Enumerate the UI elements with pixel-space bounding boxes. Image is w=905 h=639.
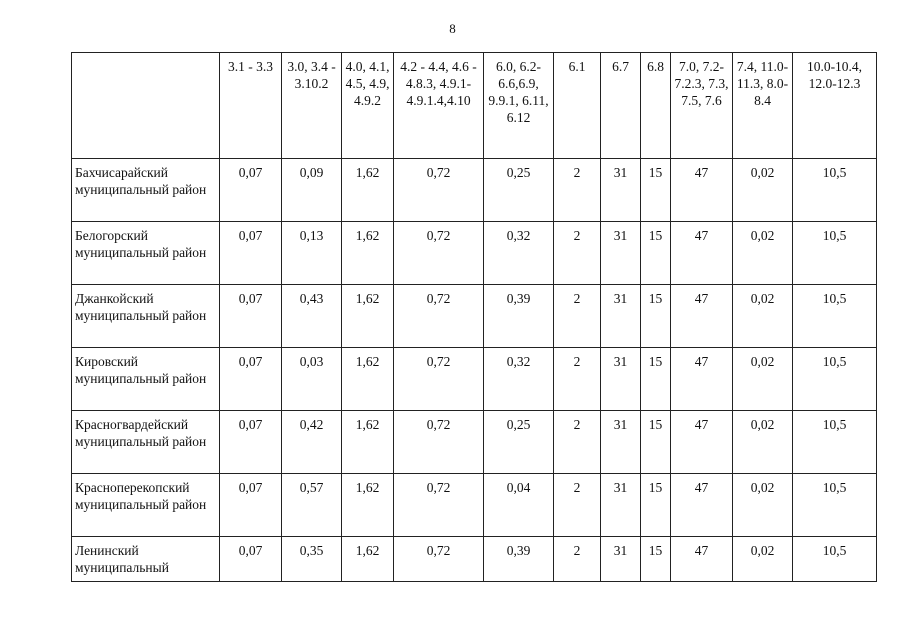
table-row: [72, 222, 877, 285]
header-cell: 3.1 - 3.3: [220, 53, 282, 159]
value-cell: 2: [554, 285, 601, 348]
value-cell: 0,02: [733, 222, 793, 285]
value-cell: 0,02: [733, 537, 793, 582]
table-row: [72, 474, 877, 537]
header-cell: 10.0-10.4, 12.0-12.3: [793, 53, 877, 159]
value-cell: 0,07: [220, 411, 282, 474]
value-cell: 0,72: [394, 537, 484, 582]
value-cell: 0,07: [220, 222, 282, 285]
value-cell: 0,72: [394, 411, 484, 474]
value-cell: 0,07: [220, 348, 282, 411]
value-cell: 31: [601, 285, 641, 348]
value-cell: 15: [641, 285, 671, 348]
header-cell-region: [72, 53, 220, 159]
value-cell: 0,03: [282, 348, 342, 411]
value-cell: 0,35: [282, 537, 342, 582]
value-cell: 1,62: [342, 537, 394, 582]
region-name-cell: Кировский муниципальный район: [72, 348, 220, 411]
value-cell: 0,25: [484, 411, 554, 474]
page-number: 8: [449, 21, 456, 36]
value-cell: 10,5: [793, 285, 877, 348]
value-cell: 1,62: [342, 159, 394, 222]
rates-table: [71, 52, 877, 582]
value-cell: 0,07: [220, 537, 282, 582]
header-cell: 6.1: [554, 53, 601, 159]
table-row: [72, 537, 877, 582]
value-cell: 10,5: [793, 222, 877, 285]
value-cell: 0,42: [282, 411, 342, 474]
value-cell: 47: [671, 411, 733, 474]
value-cell: 1,62: [342, 285, 394, 348]
header-cell: 3.0, 3.4 - 3.10.2: [282, 53, 342, 159]
value-cell: 0,02: [733, 348, 793, 411]
value-cell: 0,72: [394, 222, 484, 285]
header-cell: 6.8: [641, 53, 671, 159]
value-cell: 0,72: [394, 285, 484, 348]
table-row: [72, 285, 877, 348]
value-cell: 15: [641, 411, 671, 474]
table-row: [72, 411, 877, 474]
value-cell: 47: [671, 348, 733, 411]
region-name-cell: Белогорский муниципальный район: [72, 222, 220, 285]
value-cell: 10,5: [793, 537, 877, 582]
region-name-cell: Бахчисарайский муниципальный район: [72, 159, 220, 222]
value-cell: 10,5: [793, 411, 877, 474]
value-cell: 15: [641, 474, 671, 537]
value-cell: 10,5: [793, 159, 877, 222]
value-cell: 0,57: [282, 474, 342, 537]
table-row: [72, 159, 877, 222]
value-cell: 1,62: [342, 348, 394, 411]
table-row: [72, 348, 877, 411]
value-cell: 2: [554, 348, 601, 411]
value-cell: 31: [601, 222, 641, 285]
value-cell: 0,07: [220, 285, 282, 348]
value-cell: 15: [641, 348, 671, 411]
value-cell: 47: [671, 159, 733, 222]
value-cell: 0,02: [733, 474, 793, 537]
value-cell: 0,07: [220, 474, 282, 537]
value-cell: 0,04: [484, 474, 554, 537]
header-row: [72, 53, 877, 159]
value-cell: 31: [601, 474, 641, 537]
value-cell: 1,62: [342, 222, 394, 285]
header-cell: 6.7: [601, 53, 641, 159]
value-cell: 0,72: [394, 474, 484, 537]
value-cell: 31: [601, 537, 641, 582]
value-cell: 0,32: [484, 348, 554, 411]
value-cell: 0,72: [394, 159, 484, 222]
value-cell: 0,43: [282, 285, 342, 348]
value-cell: 0,32: [484, 222, 554, 285]
value-cell: 15: [641, 159, 671, 222]
value-cell: 2: [554, 159, 601, 222]
region-name-cell: Красноперекопский муниципальный район: [72, 474, 220, 537]
header-cell: 4.2 - 4.4, 4.6 - 4.8.3, 4.9.1- 4.9.1.4,4.10: [394, 53, 484, 159]
value-cell: 0,07: [220, 159, 282, 222]
region-name-cell: Ленинский муниципальный: [72, 537, 220, 582]
value-cell: 0,39: [484, 285, 554, 348]
value-cell: 1,62: [342, 474, 394, 537]
value-cell: 0,13: [282, 222, 342, 285]
region-name-cell: Красногвардейский муниципальный район: [72, 411, 220, 474]
value-cell: 0,09: [282, 159, 342, 222]
header-cell: 4.0, 4.1, 4.5, 4.9, 4.9.2: [342, 53, 394, 159]
header-cell: 7.4, 11.0- 11.3, 8.0-8.4: [733, 53, 793, 159]
value-cell: 31: [601, 411, 641, 474]
value-cell: 15: [641, 537, 671, 582]
value-cell: 2: [554, 537, 601, 582]
value-cell: 31: [601, 159, 641, 222]
value-cell: 0,02: [733, 159, 793, 222]
value-cell: 31: [601, 348, 641, 411]
value-cell: 10,5: [793, 348, 877, 411]
value-cell: 47: [671, 474, 733, 537]
value-cell: 0,72: [394, 348, 484, 411]
value-cell: 47: [671, 537, 733, 582]
value-cell: 2: [554, 474, 601, 537]
value-cell: 0,39: [484, 537, 554, 582]
value-cell: 0,02: [733, 411, 793, 474]
value-cell: 2: [554, 411, 601, 474]
header-cell: 7.0, 7.2- 7.2.3, 7.3, 7.5, 7.6: [671, 53, 733, 159]
value-cell: 47: [671, 222, 733, 285]
value-cell: 15: [641, 222, 671, 285]
value-cell: 0,02: [733, 285, 793, 348]
value-cell: 10,5: [793, 474, 877, 537]
value-cell: 0,25: [484, 159, 554, 222]
value-cell: 47: [671, 285, 733, 348]
region-name-cell: Джанкойский муниципальный район: [72, 285, 220, 348]
value-cell: 2: [554, 222, 601, 285]
value-cell: 1,62: [342, 411, 394, 474]
header-cell: 6.0, 6.2- 6.6,6.9, 9.9.1, 6.11, 6.12: [484, 53, 554, 159]
